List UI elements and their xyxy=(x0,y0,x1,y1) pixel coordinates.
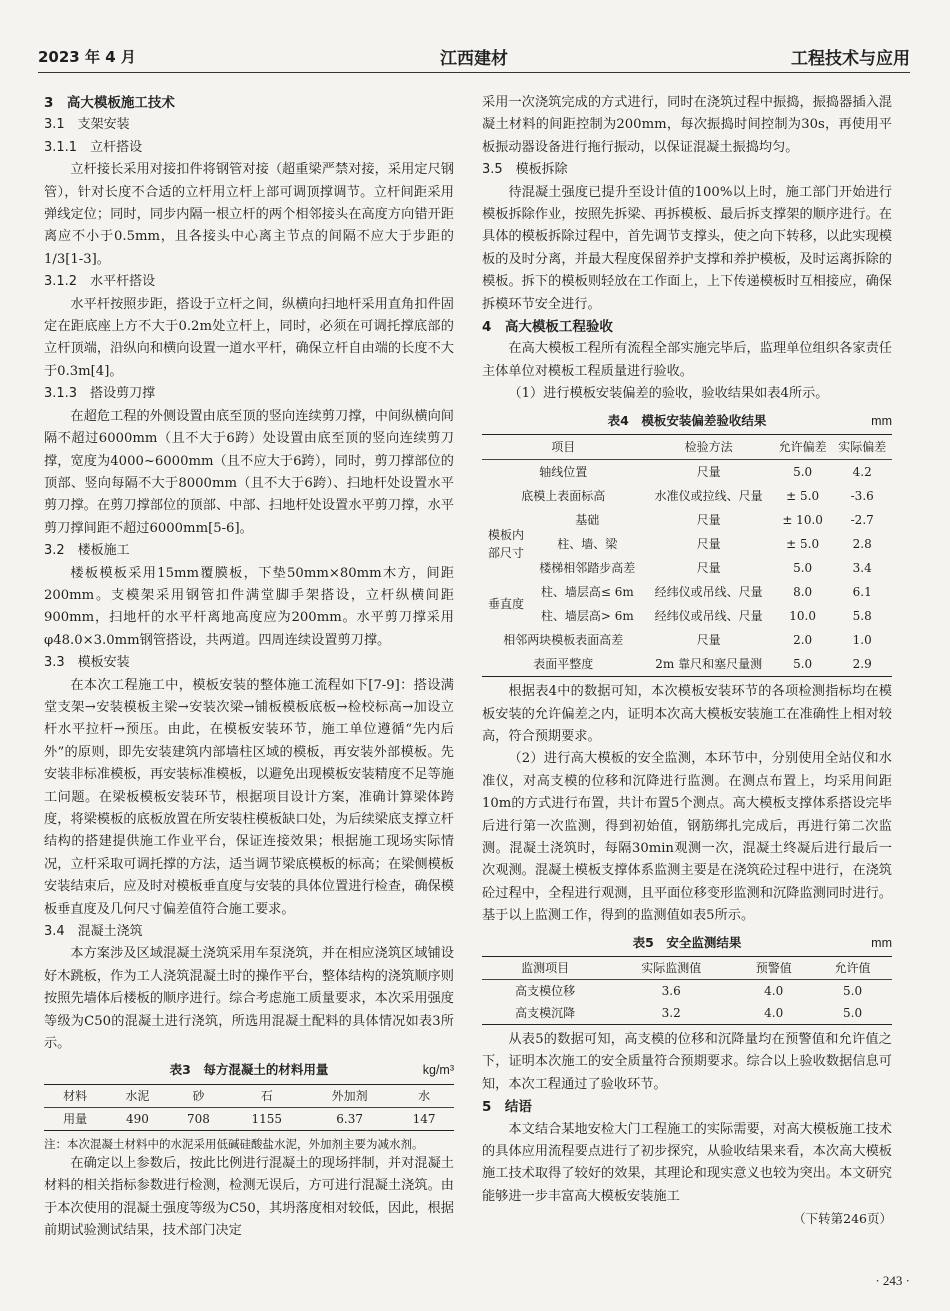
section-3-4-heading: 3.4 混凝土浇筑 xyxy=(44,924,143,940)
table-cell: 柱、墙层高> 6m xyxy=(540,609,634,624)
table-cell: 尺量 xyxy=(696,513,721,528)
table-row xyxy=(44,1107,454,1130)
table-3 xyxy=(44,1084,454,1131)
table-header-cell: 实际监测值 xyxy=(608,956,734,979)
table-header-cell: 项目 xyxy=(482,435,645,460)
section-3-3-heading: 3.3 模板安装 xyxy=(44,655,130,671)
table-cell: 相邻两块模板表面高差 xyxy=(503,633,624,648)
table-cell: 5.0 xyxy=(793,561,813,576)
table-header-cell: 预警值 xyxy=(734,956,813,979)
table-row xyxy=(482,532,892,556)
table-cell: 3.4 xyxy=(852,561,872,576)
section-3-heading: 3 高大模板施工技术 xyxy=(44,95,175,111)
table-row xyxy=(482,1002,892,1025)
table-header-cell: 水泥 xyxy=(106,1084,168,1107)
table-4-title: 表4 模板安装偏差验收结果 xyxy=(607,412,767,428)
left-column xyxy=(44,92,454,1243)
table-header-cell: 砂 xyxy=(169,1084,229,1107)
table-cell: 5.0 xyxy=(843,1005,863,1020)
table-cell: 柱、墙、梁 xyxy=(557,537,618,552)
table-header-cell: 检验方法 xyxy=(645,435,773,460)
table-cell: 490 xyxy=(125,1111,149,1126)
paragraph: 采用一次浇筑完成的方式进行，同时在浇筑过程中振捣，振捣器插入混凝土材料的间距控制为200mm，每次振捣时间控制为30s，再使用平板振动器设备进行拖行振动，以保证混凝土振捣均匀。 xyxy=(482,95,892,155)
paragraph: 根据表4中的数据可知，本次模板安装环节的各项检测指标均在模板安装的允许偏差之内，证明本次高大模板安装施工在准确性上相对较高，符合预期要求。 xyxy=(482,684,892,744)
table-cell: ± 10.0 xyxy=(782,513,823,528)
table-header-cell: 允许值 xyxy=(813,956,892,979)
table-cell: 5.8 xyxy=(852,609,872,624)
issue-date: 2023 年 4 月 xyxy=(38,48,136,66)
table-cell: 147 xyxy=(412,1111,436,1126)
paragraph: 水平杆按照步距，搭设于立杆之间，纵横向扫地杆采用直角扣件固定在距底座上方不大于0.2m处立杆上，同时，必须在可调托撑底部的立杆顶端，沿纵向和横向设置一道水平杆，确保立杆自由端的长度不大于0.3m[4]。 xyxy=(44,296,454,379)
column-title: 工程技术与应用 xyxy=(791,49,910,69)
table-header-cell: 材料 xyxy=(44,1084,106,1107)
paragraph: 在本次工程施工中，模板安装的整体施工流程如下[7-9]：搭设满堂支架→安装模板主梁→安装次梁→铺板模板底板→检校标高→加设立杆水平拉杆→预压。由此，在模板安装环节，施工单位遵循“先内后外”的原则，即先安装建筑内部墙柱区域的模板，再安装外部模板。先安装非标准模板，再安装标准模板，以避免出现模板安装精度不足等施工问题。在梁板模板安装环节，根据项目设计方案，准确计算梁体跨度，将梁模板的底板放置在所安装柱模板缺口处，为后续梁底支撑立杆结构的搭建提供施工作业平台，保证连接效果；根据施工现场实际情况，立杆采取可调托撑的方法，适当调节梁底模板的标高；在梁侧模板安装结束后，应及时对模板垂直度与安装的具体位置进行检查，确保模板垂直度及几何尺寸偏差值符合施工要求。 xyxy=(44,677,454,917)
table-header-row xyxy=(482,435,892,460)
table-cell: 经纬仪或吊线、尺量 xyxy=(654,585,763,600)
paragraph: 从表5的数据可知，高支模的位移和沉降量均在预警值和允许值之下，证明本次施工的安全质量符合预期要求。综合以上验收数据信息可知，本次工程通过了验收环节。 xyxy=(482,1031,892,1092)
table-cell: ± 5.0 xyxy=(786,489,820,504)
section-3-1-3-heading: 3.1.3 搭设剪刀撑 xyxy=(44,386,156,402)
table-cell: 底模上表面标高 xyxy=(521,489,606,504)
continued-note: （下转第246页） xyxy=(793,1211,892,1227)
table-cell: 5.0 xyxy=(843,983,863,998)
table-cell: 轴线位置 xyxy=(539,465,588,480)
table-3-note: 注：本次混凝土材料中的水泥采用低碱硅酸盐水泥，外加剂主要为减水剂。 xyxy=(44,1136,424,1151)
journal-title: 江西建材 xyxy=(440,49,508,69)
section-5-heading: 5 结语 xyxy=(482,1099,532,1116)
table-cell: 尺量 xyxy=(696,561,721,576)
table-row xyxy=(482,979,892,1002)
table-cell: 5.0 xyxy=(793,465,813,480)
table-3-caption xyxy=(44,1059,454,1081)
table-cell: 6.37 xyxy=(336,1111,364,1126)
paragraph: 待混凝土强度已提升至设计值的100%以上时，施工部门开始进行模板拆除作业，按照先拆梁、再拆模板、最后拆支撑架的顺序进行。在具体的模板拆除过程中，首先调节支撑头，使之向下转移，以此实现模板的及时分离，并最大程度保留养护支撑和养护模板，及时运离拆除的模板。拆下的模板则轻放在工作面上，上下传递模板时互相接应，确保拆模环节安全进行。 xyxy=(482,184,892,312)
table-cell: 10.0 xyxy=(789,609,816,624)
paragraph: 本方案涉及区域混凝土浇筑采用车泵浇筑，并在相应浇筑区域铺设好木跳板，作为工人浇筑混凝土时的操作平台，整体结构的浇筑顺序则按照先墙体后楼板的顺序进行。综合考虑施工质量要求，本次采用强度等级为C50的混凝土进行浇筑，所选用混凝土配料的具体情况如表3所示。 xyxy=(44,946,454,1052)
table-5 xyxy=(482,956,892,1025)
paragraph: 在高大模板工程所有流程全部实施完毕后，监理单位组织各家责任主体单位对模板工程质量进行验收。 xyxy=(482,341,892,379)
table-cell: ± 5.0 xyxy=(786,537,820,552)
table-cell: 2.8 xyxy=(852,537,872,552)
table-cell: -3.6 xyxy=(850,489,874,504)
table-group-cell: 模板内部尺寸 xyxy=(487,528,524,561)
paragraph: （2）进行高大模板的安全监测，本环节中，分别使用全站仪和水准仪，对高支模的位移和沉降进行监测。在测点布置上，均采用间距10m的方式进行布置，共计布置5个测点。高大模板支撑体系搭设完毕后进行第一次监测，得到初始值，钢筋绑扎完成后，再进行第二次监测。混凝土浇筑时，每隔30min观测一次，混凝土终凝后进行最后一次观测。混凝土模板支撑体系监测主要是在浇筑砼过程中进行，在浇筑砼过程中，全程进行观测，且平面位移变形监测和沉降监测同时进行。基于以上监测工作，得到的监测值如表5所示。 xyxy=(482,751,892,924)
right-column xyxy=(482,92,892,1231)
table-header-cell: 实际偏差 xyxy=(832,435,892,460)
table-5-unit: mm xyxy=(871,935,892,950)
table-cell: 8.0 xyxy=(793,585,813,600)
section-4-heading: 4 高大模板工程验收 xyxy=(482,319,613,336)
table-row xyxy=(482,604,892,628)
paragraph: 本文结合某地安检大门工程施工的实际需要，对高大模板施工技术的具体应用流程要点进行了初步探究，从验收结果来看，本次高大模板施工技术取得了较好的效果，其理论和现实意义也较为突出。本文研究能够进一步丰富高大模板安装施工 xyxy=(482,1121,892,1204)
table-row xyxy=(482,580,892,604)
table-cell: 经纬仪或吊线、尺量 xyxy=(654,609,763,624)
table-cell: 708 xyxy=(187,1111,210,1126)
table-row xyxy=(482,460,892,485)
section-3-1-heading: 3.1 支架安装 xyxy=(44,117,130,133)
page-header xyxy=(38,40,910,70)
table-cell: 楼梯相邻踏步高差 xyxy=(539,561,636,576)
table-4-caption xyxy=(482,410,892,432)
table-header-cell: 允许偏差 xyxy=(773,435,833,460)
table-row xyxy=(482,628,892,652)
section-3-5-heading: 3.5 模板拆除 xyxy=(482,162,568,178)
section-3-1-1-heading: 3.1.1 立杆搭设 xyxy=(44,139,143,155)
table-cell: 4.0 xyxy=(764,1005,784,1020)
table-cell: 4.0 xyxy=(764,983,784,998)
table-cell: 3.2 xyxy=(661,1005,681,1020)
table-4-unit: mm xyxy=(871,413,892,428)
table-cell: 柱、墙层高≤ 6m xyxy=(540,585,634,600)
table-header-row xyxy=(482,956,892,979)
paragraph: （1）进行模板安装偏差的验收，验收结果如表4所示。 xyxy=(508,386,829,402)
page-number: · 243 · xyxy=(875,1273,910,1288)
table-row xyxy=(482,484,892,508)
table-cell: 2.0 xyxy=(793,633,813,648)
table-cell: 高支模沉降 xyxy=(515,1005,576,1020)
table-cell: 尺量 xyxy=(696,465,721,480)
table-cell: 尺量 xyxy=(696,633,721,648)
table-cell: 2.9 xyxy=(852,657,872,672)
section-3-1-2-heading: 3.1.2 水平杆搭设 xyxy=(44,274,156,290)
table-cell: 1.0 xyxy=(852,633,872,648)
table-row xyxy=(482,556,892,580)
paragraph: 在超危工程的外侧设置由底至顶的竖向连续剪刀撑，中间纵横向间隔不超过6000mm（且不大于6跨）处设置由底至顶的竖向连续剪刀撑，宽度为4000~6000mm（且不应大于6跨），同时，剪刀撑部位的顶部、竖向每隔不大于8000mm（且不大于6跨）、扫地杆处设置水平剪刀撑。在剪刀撑部位的顶部、中部、扫地杆处设置水平剪刀撑，水平剪刀撑间距不超过6000mm[5-6]。 xyxy=(44,408,454,536)
table-header-row xyxy=(44,1084,454,1107)
table-header-cell: 水 xyxy=(394,1084,454,1107)
table-3-unit: kg/m³ xyxy=(422,1063,454,1078)
section-3-2-heading: 3.2 楼板施工 xyxy=(44,543,130,559)
table-cell: 用量 xyxy=(63,1111,88,1126)
table-row xyxy=(482,652,892,677)
table-row xyxy=(482,508,892,532)
table-cell: 6.1 xyxy=(852,585,872,600)
table-cell: 1155 xyxy=(251,1111,283,1126)
header-rule xyxy=(38,72,910,73)
table-cell: 表面平整度 xyxy=(533,657,594,672)
table-cell: 4.2 xyxy=(852,465,872,480)
table-3-title: 表3 每方混凝土的材料用量 xyxy=(169,1062,329,1078)
table-cell: 5.0 xyxy=(793,657,813,672)
table-cell: 2m 靠尺和塞尺量测 xyxy=(655,657,763,672)
table-4 xyxy=(482,434,892,677)
table-cell: 尺量 xyxy=(696,537,721,552)
table-header-cell: 监测项目 xyxy=(482,956,608,979)
table-header-cell: 石 xyxy=(228,1084,305,1107)
table-cell: -2.7 xyxy=(850,513,874,528)
paragraph: 立杆接长采用对接扣件将钢管对接（超重梁严禁对接，采用定尺钢管），针对长度不合适的立杆用立杆上部可调顶撑调节。立杆间距采用弹线定位；同时，同步内隔一根立杆的两个相邻接头在高度方向错开距离应不小于0.5mm，且各接头中心离主节点的间隔不应大于步距的1/3[1-3]。 xyxy=(44,162,454,267)
table-cell: 水准仪或拉线、尺量 xyxy=(654,489,763,504)
table-group-cell: 垂直度 xyxy=(487,597,524,612)
table-cell: 高支模位移 xyxy=(515,983,576,998)
table-cell: 3.6 xyxy=(661,983,681,998)
paragraph: 在确定以上参数后，按此比例进行混凝土的现场拌制，并对混凝土材料的相关指标参数进行检测，检测无误后，方可进行混凝土浇筑。由于本次使用的混凝土强度等级为C50，其坍落度相对较低，因此，根据前期试验测试结果，技术部门决定 xyxy=(44,1155,454,1239)
table-5-title: 表5 安全监测结果 xyxy=(632,934,742,950)
table-cell: 基础 xyxy=(575,513,600,528)
paragraph: 楼板模板采用15mm覆膜板，下垫50mm×80mm木方，间距200mm。支模架采用钢管扣件满堂脚手架搭设，立杆纵横间距900mm，扫地杆的水平杆离地高度应为200mm。水平剪刀撑采用φ48.0×3.0mm钢管搭设，共两道。四周连续设置剪刀撑。 xyxy=(44,565,454,648)
table-header-cell: 外加剂 xyxy=(305,1084,394,1107)
table-5-caption xyxy=(482,932,892,954)
